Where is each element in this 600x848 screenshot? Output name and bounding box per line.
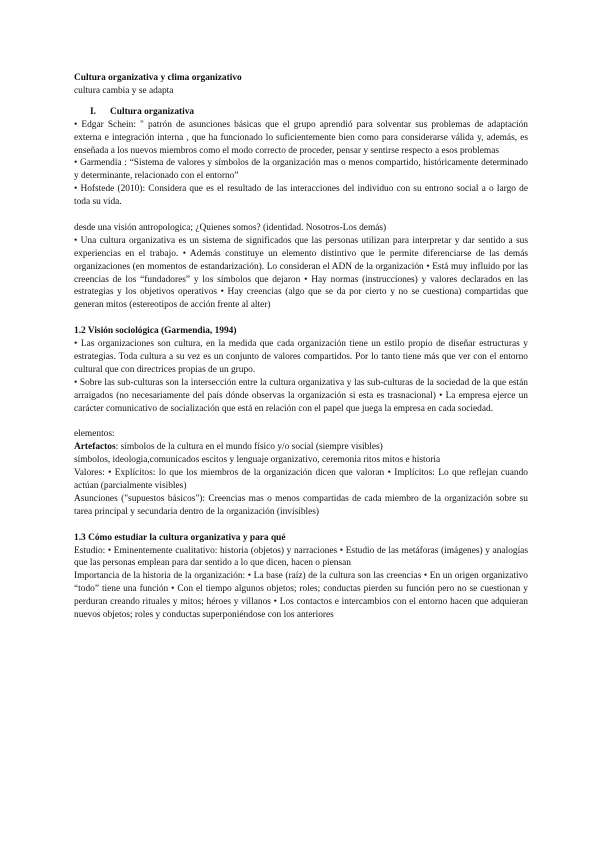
section-heading-1-3: 1.3 Cómo estudiar la cultura organizativa y para qué	[74, 532, 286, 543]
section-heading-1	[74, 106, 528, 119]
document-body	[74, 72, 528, 622]
section-heading-text: Cultura organizativa	[110, 106, 195, 117]
paragraph-organizaciones-cultura: • Las organizaciones son cultura, en la medida que cada organización tiene un estilo propio de diseñar estructuras y estrategias. Toda cultura a su vez es un conjunto de valores compartidos. Por lo tanto tiene más que ver con el entorno cultural que con directrices propias de un grupo.	[74, 339, 528, 375]
artefactos-label: Artefactos	[74, 442, 116, 453]
paragraph-antropologica: desde una visión antropologica; ¿Quienes somos? (identidad. Nosotros-Los demás)	[74, 222, 387, 233]
paragraph-schein: • Edgar Schein: " patrón de asunciones básicas que el grupo aprendió para solventar sus problemas de adaptación externa e integración interna , que ha funcionado lo suficientemente bien como para considerarse válida y, además, es enseñada a los nuevos miembros como el modo correcto de proceder, pensar y sentirse respecto a esos problemas	[74, 119, 528, 156]
paragraph-asunciones: Asunciones ("supuestos básicos"): Creencias mas o menos compartidas de cada miembro de la organización sobre su tarea principal y secundaria dentro de la organización (invisibles)	[74, 493, 528, 517]
paragraph-subculturas: • Sobre las sub-culturas son la intersección entre la cultura organizativa y las sub-culturas de la sociedad de la que están arraigados (no necesariamente del país dónde observas la organización si esta es trasnacional) • La empresa ejerce un carácter comunicativo de socialización que está en relación con el papel que juega la empresa en cada sociedad.	[74, 377, 528, 414]
paragraph-artefactos	[74, 441, 528, 454]
paragraph-historia: Importancia de la historia de la organización: • La base (raíz) de la cultura son las creencias • En un origen organizativo “todo” tiene una función • Con el tiempo algunos objetos; roles; conductas pierden su función pero no se cuestionan y perduran creando rituales y mitos; héroes y villanos • Los contactos e intercambios con el entorno hacen que adquieran nuevos objetos; roles y conductas superponiéndose con los anteriores	[74, 571, 528, 621]
paragraph-garmendia: • Garmendia : “Sistema de valores y símbolos de la organización mas o menos compartido, históricamente determinado y determinante, relacionado con el entorno”	[74, 158, 528, 182]
paragraph-valores: Valores: • Explícitos: lo que los miembros de la organización dicen que valoran • Implícitos: Lo que reflejan cuando actúan (parcialmente visibles)	[74, 468, 528, 492]
section-heading-1-2: 1.2 Visión sociológica (Garmendia, 1994)	[74, 326, 237, 337]
document-title: Cultura organizativa y clima organizativo	[74, 73, 242, 83]
paragraph-simbolos: símbolos, ideologia,comunicados escitos y lenguaje organizativo, ceremonia ritos mitos e historia	[74, 455, 441, 466]
document-subtitle: cultura cambia y se adapta	[74, 85, 174, 96]
section-number: I.	[90, 106, 96, 117]
elements-label: elementos:	[74, 429, 115, 440]
artefactos-text: : símbolos de la cultura en el mundo físico y/o social (siempre visibles)	[115, 442, 383, 453]
paragraph-hofstede: • Hofstede (2010): Considera que es el resultado de las interacciones del individuo con su entrono social a o largo de toda su vida.	[74, 184, 528, 208]
paragraph-cultura-sistema: • Una cultura organizativa es un sistema de significados que las personas utilizan para interpretar y dar sentido a sus experiencias en el trabajo. • Además constituye un elemento distintivo que le permite diferenciarse de las demás organizaciones (en momentos de estandarización). Lo consideran el ADN de la organización • Está muy influido por las creencias de los “fundadores” y los símbolos que dejaron • Hay normas (instrucciones) y valores declarados en las estrategias y los objetivos operativos • Hay creencias (algo que se da por cierto y no se cuestiona) compartidas que generan mitos (estereotipos de acción frente al alter)	[74, 235, 528, 311]
paragraph-estudio: Estudio: • Eminentemente cualitativo: historia (objetos) y narraciones • Estudio de las metáforas (imágenes) y analogías que las personas emplean para dar sentido a lo que dicen, hacen o piensan	[74, 545, 528, 569]
